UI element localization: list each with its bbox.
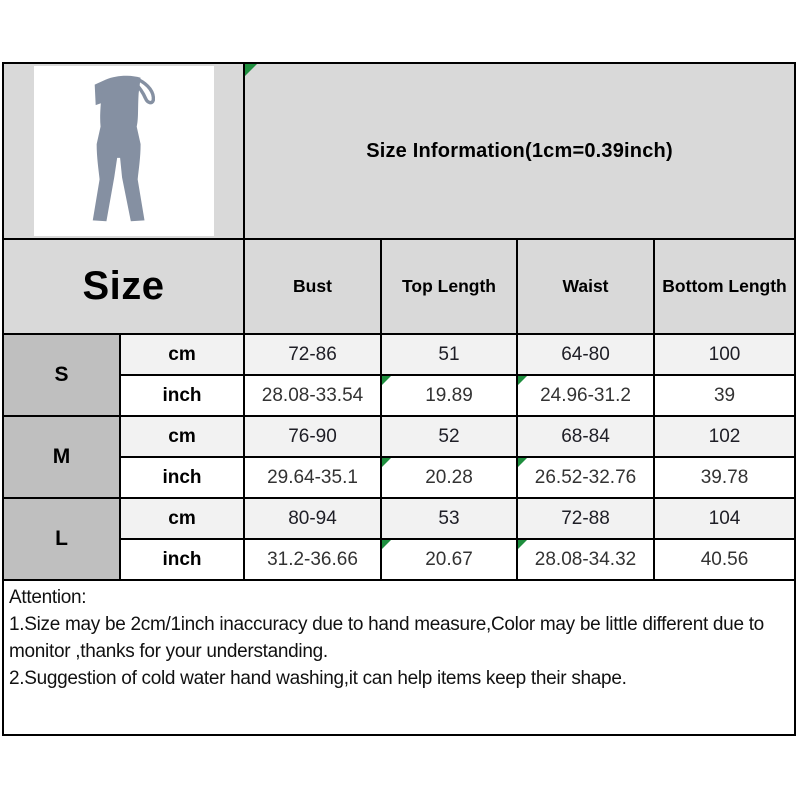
column-header-top-length: Top Length bbox=[381, 239, 517, 334]
value-cell: 68-84 bbox=[517, 416, 654, 457]
table-row-s-cm bbox=[3, 334, 795, 375]
excel-error-flag-icon bbox=[245, 64, 257, 76]
unit-cell: cm bbox=[120, 498, 244, 539]
size-info-title-cell bbox=[244, 63, 795, 239]
value-cell: 64-80 bbox=[517, 334, 654, 375]
excel-error-flag-icon bbox=[382, 376, 391, 385]
value-cell: 102 bbox=[654, 416, 795, 457]
unit-cell: inch bbox=[120, 375, 244, 416]
value-cell: 39.78 bbox=[654, 457, 795, 498]
value-cell: 72-88 bbox=[517, 498, 654, 539]
value-cell bbox=[381, 457, 517, 498]
header-row bbox=[3, 239, 795, 334]
value-text: 28.08-34.32 bbox=[534, 548, 637, 570]
value-cell bbox=[517, 539, 654, 580]
unit-cell: inch bbox=[120, 539, 244, 580]
value-cell: 29.64-35.1 bbox=[244, 457, 381, 498]
value-text: 24.96-31.2 bbox=[540, 384, 631, 406]
attention-note-1: 1.Size may be 2cm/1inch inaccuracy due to hand measure,Color may be little different due to monitor ,thanks for your understanding. bbox=[9, 614, 764, 662]
attention-row bbox=[3, 580, 795, 735]
size-info-title: Size Information(1cm=0.39inch) bbox=[366, 139, 673, 162]
jumpsuit-image bbox=[69, 68, 179, 234]
table-row-m-inch bbox=[3, 457, 795, 498]
value-cell: 40.56 bbox=[654, 539, 795, 580]
value-cell: 76-90 bbox=[244, 416, 381, 457]
attention-cell bbox=[3, 580, 795, 735]
unit-cell: cm bbox=[120, 334, 244, 375]
value-text: 26.52-32.76 bbox=[534, 466, 637, 488]
value-cell: 104 bbox=[654, 498, 795, 539]
value-cell: 51 bbox=[381, 334, 517, 375]
value-cell: 80-94 bbox=[244, 498, 381, 539]
value-cell: 72-86 bbox=[244, 334, 381, 375]
value-cell: 52 bbox=[381, 416, 517, 457]
value-cell: 31.2-36.66 bbox=[244, 539, 381, 580]
table-row-l-inch bbox=[3, 539, 795, 580]
value-cell: 28.08-33.54 bbox=[244, 375, 381, 416]
size-label-s: S bbox=[3, 334, 120, 416]
excel-error-flag-icon bbox=[518, 540, 527, 549]
size-label-m: M bbox=[3, 416, 120, 498]
excel-error-flag-icon bbox=[518, 458, 527, 467]
column-header-waist: Waist bbox=[517, 239, 654, 334]
excel-error-flag-icon bbox=[518, 376, 527, 385]
title-row bbox=[3, 63, 795, 239]
size-table bbox=[2, 62, 796, 736]
value-text: 19.89 bbox=[425, 384, 473, 406]
table-row-l-cm bbox=[3, 498, 795, 539]
product-photo bbox=[34, 66, 214, 236]
column-header-bottom-length: Bottom Length bbox=[654, 239, 795, 334]
value-text: 20.28 bbox=[425, 466, 473, 488]
product-photo-cell bbox=[3, 63, 244, 239]
value-cell bbox=[381, 539, 517, 580]
unit-cell: cm bbox=[120, 416, 244, 457]
attention-note-2: 2.Suggestion of cold water hand washing,it can help items keep their shape. bbox=[9, 668, 627, 689]
unit-cell: inch bbox=[120, 457, 244, 498]
excel-error-flag-icon bbox=[382, 458, 391, 467]
size-label-l: L bbox=[3, 498, 120, 580]
size-header-cell: Size bbox=[3, 239, 244, 334]
value-cell bbox=[381, 375, 517, 416]
value-cell: 53 bbox=[381, 498, 517, 539]
column-header-bust: Bust bbox=[244, 239, 381, 334]
value-cell: 39 bbox=[654, 375, 795, 416]
attention-heading: Attention: bbox=[9, 587, 87, 608]
table-row-s-inch bbox=[3, 375, 795, 416]
value-cell bbox=[517, 375, 654, 416]
table-row-m-cm bbox=[3, 416, 795, 457]
excel-error-flag-icon bbox=[382, 540, 391, 549]
value-cell bbox=[517, 457, 654, 498]
value-text: 20.67 bbox=[425, 548, 473, 570]
value-cell: 100 bbox=[654, 334, 795, 375]
